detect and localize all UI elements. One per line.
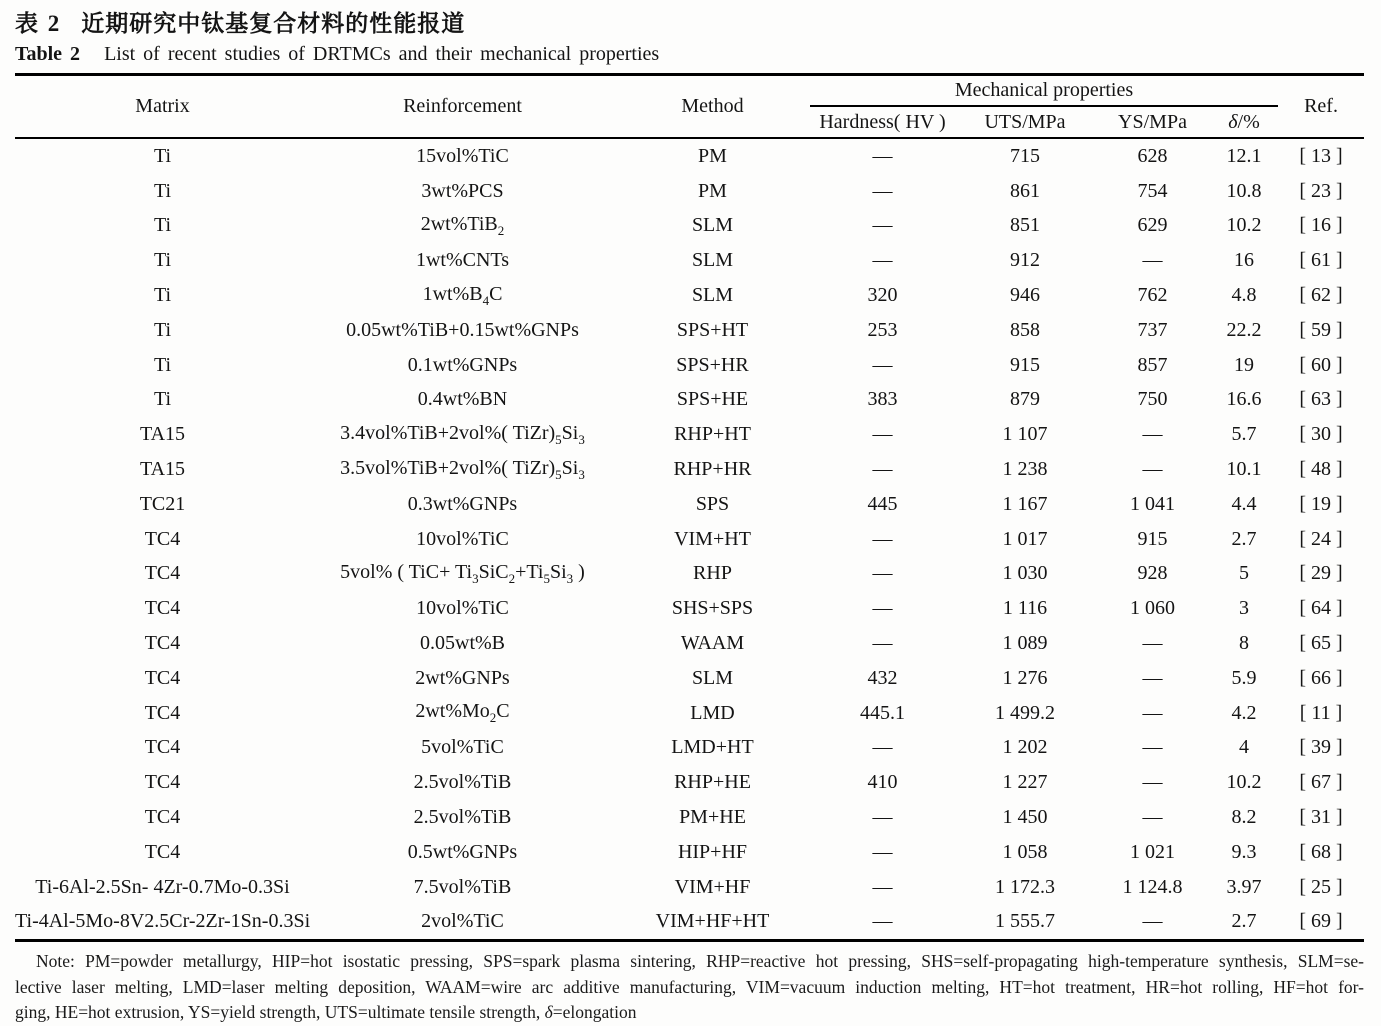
reinforcement-cell: 2.5vol%TiB [413, 806, 512, 829]
method-cell: LMD+HT [671, 736, 754, 759]
matrix-cell: TC4 [144, 666, 181, 689]
uts-cell: 1 089 [1002, 632, 1048, 655]
method-cell: SPS [695, 492, 730, 515]
hardness-cell: — [872, 144, 893, 167]
table-row [15, 209, 1364, 244]
method-cell: WAAM [680, 632, 745, 655]
method-cell: SPS+HE [676, 388, 749, 411]
table-row [15, 174, 1364, 209]
method-cell: RHP+HE [674, 771, 751, 794]
table-number-zh: 表 2 [15, 11, 62, 36]
table-row [15, 138, 1364, 174]
matrix-cell: Ti [153, 214, 172, 237]
reinforcement-cell: $1wt\%B_4C$ [422, 282, 503, 308]
uts-cell: 946 [1010, 284, 1040, 307]
table-title-en [15, 40, 1364, 69]
matrix-cell: TC4 [144, 597, 181, 620]
uts-cell: 1 058 [1002, 840, 1048, 863]
ys-cell: 737 [1137, 318, 1168, 341]
matrix-cell: Ti [153, 284, 172, 307]
uts-cell: 1 107 [1002, 423, 1048, 446]
table-row [15, 417, 1364, 452]
matrix-cell: TC4 [144, 632, 181, 655]
elongation-cell: 8 [1239, 632, 1249, 655]
hardness-cell: 320 [867, 284, 898, 307]
ref-cell: [ 68 ] [1299, 840, 1343, 863]
ref-cell: [ 13 ] [1299, 144, 1343, 167]
table-row [15, 348, 1364, 383]
uts-cell: 1 202 [1002, 736, 1048, 759]
method-cell: SLM [691, 249, 734, 272]
table-row [15, 835, 1364, 870]
hardness-cell: — [872, 562, 893, 585]
hardness-cell: 432 [867, 666, 898, 689]
table-row [15, 870, 1364, 905]
ref-cell: [ 19 ] [1299, 492, 1343, 515]
ref-cell: [ 67 ] [1299, 771, 1343, 794]
ref-cell: [ 60 ] [1299, 353, 1343, 376]
reinforcement-cell: 3.5vol%TiB+2vol%( $TiZr)_5Si_3$ [340, 456, 585, 482]
ys-cell: 1 021 [1130, 840, 1175, 863]
table-number-en: Table 2 [15, 43, 81, 65]
ref-cell: [ 16 ] [1299, 214, 1343, 237]
table-row [15, 278, 1364, 313]
table-row [15, 626, 1364, 661]
elongation-cell: 3 [1239, 597, 1249, 620]
elongation-cell: 10.8 [1226, 179, 1262, 202]
elongation-cell: 4 [1239, 736, 1249, 759]
table-row [15, 591, 1364, 626]
note-line-2: lective laser melting, LMD=laser melting deposition, WAAM=wire arc additive manufacturing, VIM=vacuum induction melting, HT=hot treatment, HR=hot rolling, HF=hot for- [15, 976, 1364, 997]
reinforcement-cell: 3wt%PCS [421, 179, 504, 202]
method-cell: PM [698, 144, 727, 167]
hardness-cell: — [872, 736, 893, 759]
matrix-cell: TC4 [144, 806, 181, 829]
elongation-cell: 10.2 [1226, 771, 1262, 794]
method-cell: RHP+HT [674, 423, 751, 446]
elongation-cell: 16 [1234, 249, 1254, 272]
header-row-groups [15, 75, 1364, 107]
col-header-matrix: Matrix [135, 95, 190, 117]
uts-cell: 1 238 [1002, 458, 1048, 481]
uts-cell: 1 499.2 [995, 701, 1055, 724]
matrix-cell: Ti [153, 249, 172, 272]
elongation-cell: 8.2 [1231, 806, 1257, 829]
ref-cell: [ 64 ] [1299, 597, 1343, 620]
ys-cell: — [1142, 423, 1163, 446]
method-cell: SHS+SPS [671, 597, 754, 620]
col-header-hardness: Hardness( HV ) [819, 110, 946, 133]
uts-cell: 1 227 [1002, 771, 1048, 794]
mechanical-properties-table [15, 73, 1364, 942]
ys-cell: — [1142, 249, 1163, 272]
reinforcement-cell: 0.4wt%BN [417, 388, 508, 411]
table-row [15, 522, 1364, 557]
hardness-cell: 410 [867, 771, 898, 794]
table-title-zh [15, 7, 1364, 40]
matrix-cell: Ti-4Al-5Mo-8V2.5Cr-2Zr-1Sn-0.3Si [15, 910, 311, 933]
elongation-cell: 2.7 [1231, 910, 1257, 933]
reinforcement-cell: 10vol%TiC [416, 597, 509, 620]
ref-cell: [ 65 ] [1299, 632, 1343, 655]
ys-cell: — [1142, 701, 1163, 724]
method-cell: VIM+HT [674, 527, 751, 550]
matrix-cell: Ti [153, 144, 172, 167]
ys-cell: — [1142, 910, 1163, 933]
uts-cell: 912 [1010, 249, 1040, 272]
ys-cell: 762 [1137, 284, 1168, 307]
reinforcement-cell: 3.4vol%TiB+2vol%( $TiZr)_5Si_3$ [340, 421, 585, 447]
reinforcement-cell: 2wt%TiB$_2$ [420, 212, 505, 238]
elongation-cell: 2.7 [1231, 527, 1257, 550]
elongation-cell: 4.8 [1231, 284, 1257, 307]
uts-cell: 1 030 [1002, 562, 1048, 585]
note-line-3: ging, HE=hot extrusion, YS=yield strength, UTS=ultimate tensile strength, δ=elongation [15, 1002, 637, 1023]
method-cell: RHP+HR [673, 458, 752, 481]
matrix-cell: TC4 [144, 771, 181, 794]
reinforcement-cell: 2wt%GNPs [415, 666, 510, 689]
hardness-cell: — [872, 214, 893, 237]
hardness-cell: — [872, 597, 893, 620]
ys-cell: — [1142, 458, 1163, 481]
reinforcement-cell: 5vol%TiC [421, 736, 504, 759]
col-header-reinforcement: Reinforcement [403, 95, 522, 117]
reinforcement-cell: 2.5vol%TiB [413, 771, 512, 794]
table-row [15, 661, 1364, 696]
elongation-cell: 5.7 [1231, 423, 1257, 446]
matrix-cell: TC4 [144, 840, 181, 863]
table-header [15, 75, 1364, 139]
ys-cell: 1 041 [1130, 492, 1175, 515]
table-row [15, 383, 1364, 418]
reinforcement-cell: 0.3wt%GNPs [407, 492, 518, 515]
reinforcement-cell: 0.5wt%GNPs [407, 840, 518, 863]
hardness-cell: 445 [867, 492, 898, 515]
uts-cell: 1 555.7 [995, 910, 1055, 933]
method-cell: SLM [691, 666, 734, 689]
method-cell: SLM [691, 214, 734, 237]
table-note [15, 949, 1364, 1026]
uts-cell: 1 172.3 [995, 875, 1055, 898]
reinforcement-cell: 1wt%CNTs [415, 249, 510, 272]
elongation-cell: 4.2 [1231, 701, 1257, 724]
uts-cell: 1 450 [1002, 806, 1048, 829]
ys-cell: — [1142, 666, 1163, 689]
matrix-cell: TA15 [139, 458, 186, 481]
hardness-cell: 445.1 [860, 701, 905, 724]
uts-cell: 1 116 [1002, 597, 1048, 620]
method-cell: PM+HE [679, 806, 746, 829]
col-header-uts: UTS/MPa [984, 110, 1066, 133]
elongation-cell: 3.97 [1226, 875, 1262, 898]
elongation-cell: 12.1 [1226, 144, 1262, 167]
ys-cell: 928 [1137, 562, 1168, 585]
reinforcement-cell: 0.1wt%GNPs [407, 353, 518, 376]
matrix-cell: TC4 [144, 562, 181, 585]
ref-cell: [ 24 ] [1299, 527, 1343, 550]
ys-cell: 1 124.8 [1122, 875, 1183, 898]
ref-cell: [ 23 ] [1299, 179, 1343, 202]
method-cell: PM [698, 179, 727, 202]
ref-cell: [ 29 ] [1299, 562, 1343, 585]
matrix-cell: TC4 [144, 736, 181, 759]
elongation-cell: 19 [1234, 353, 1254, 376]
col-header-ref: Ref. [1304, 95, 1338, 117]
ref-cell: [ 61 ] [1299, 249, 1343, 272]
ref-cell: [ 48 ] [1299, 458, 1343, 481]
table-row [15, 905, 1364, 941]
uts-cell: 915 [1010, 353, 1040, 376]
ref-cell: [ 59 ] [1299, 318, 1343, 341]
matrix-cell: Ti [153, 353, 172, 376]
ys-cell: 750 [1137, 388, 1168, 411]
matrix-cell: TC21 [139, 492, 186, 515]
ys-cell: — [1142, 806, 1163, 829]
table-title-zh-text: 近期研究中钛基复合材料的性能报道 [81, 11, 466, 36]
matrix-cell: TC4 [144, 527, 181, 550]
elongation-cell: 9.3 [1231, 840, 1257, 863]
hardness-cell: — [872, 527, 893, 550]
table-body [15, 138, 1364, 941]
uts-cell: 861 [1010, 179, 1040, 202]
hardness-cell: — [872, 875, 893, 898]
ref-cell: [ 63 ] [1299, 388, 1343, 411]
ys-cell: 915 [1137, 527, 1168, 550]
table-row [15, 557, 1364, 592]
col-header-elongation: δ/% [1228, 110, 1260, 133]
ref-cell: [ 25 ] [1299, 875, 1343, 898]
matrix-cell: Ti [153, 179, 172, 202]
ys-cell: 857 [1137, 353, 1168, 376]
uts-cell: 1 276 [1002, 666, 1048, 689]
reinforcement-cell: 5vol% ( $TiC+ Ti_3SiC_2+Ti_5Si_3$ ) [340, 560, 585, 586]
ref-cell: [ 30 ] [1299, 423, 1343, 446]
reinforcement-cell: 15vol%TiC [416, 144, 509, 167]
uts-cell: 1 167 [1002, 492, 1048, 515]
matrix-cell: TA15 [139, 423, 186, 446]
elongation-cell: 10.1 [1226, 458, 1262, 481]
elongation-cell: 16.6 [1226, 388, 1262, 411]
ys-cell: 1 060 [1130, 597, 1175, 620]
method-cell: SPS+HT [676, 318, 749, 341]
table-row [15, 452, 1364, 487]
table-row [15, 487, 1364, 522]
reinforcement-cell: 2vol%TiC [421, 910, 504, 933]
table-title-en-text: List of recent studies of DRTMCs and their mechanical properties [104, 43, 660, 65]
table-row [15, 765, 1364, 800]
table-row [15, 313, 1364, 348]
hardness-cell: — [872, 249, 893, 272]
elongation-cell: 22.2 [1226, 318, 1262, 341]
method-cell: SLM [691, 284, 734, 307]
hardness-cell: — [872, 632, 893, 655]
hardness-cell: 253 [867, 318, 898, 341]
table-row [15, 243, 1364, 278]
hardness-cell: — [872, 179, 893, 202]
uts-cell: 1 017 [1002, 527, 1048, 550]
col-header-ys: YS/MPa [1118, 110, 1187, 133]
ref-cell: [ 66 ] [1299, 666, 1343, 689]
uts-cell: 858 [1010, 318, 1040, 341]
elongation-cell: 5.9 [1231, 666, 1257, 689]
method-cell: SPS+HR [676, 353, 749, 376]
matrix-cell: TC4 [144, 701, 181, 724]
col-header-method: Method [681, 95, 744, 117]
reinforcement-cell: 10vol%TiC [416, 527, 509, 550]
matrix-cell: Ti [153, 318, 172, 341]
note-line-1: Note: PM=powder metallurgy, HIP=hot isostatic pressing, SPS=spark plasma sintering, RHP=reactive hot pressing, SHS=self-propagating high-temperature synthesis, SLM=se- [36, 951, 1364, 972]
reinforcement-cell: 0.05wt%B [420, 632, 505, 655]
ys-cell: — [1142, 632, 1163, 655]
ref-cell: [ 31 ] [1299, 806, 1343, 829]
method-cell: VIM+HF+HT [655, 910, 770, 933]
table-row [15, 800, 1364, 835]
method-cell: VIM+HF [674, 875, 751, 898]
ys-cell: 754 [1137, 179, 1168, 202]
reinforcement-cell: $2wt\%Mo_2C$ [415, 700, 510, 726]
reinforcement-cell: 0.05wt%TiB+0.15wt%GNPs [346, 318, 579, 341]
hardness-cell: — [872, 910, 893, 933]
ref-cell: [ 39 ] [1299, 736, 1343, 759]
elongation-cell: 4.4 [1231, 492, 1257, 515]
uts-cell: 879 [1010, 388, 1040, 411]
table-row [15, 731, 1364, 766]
elongation-cell: 10.2 [1226, 214, 1262, 237]
hardness-cell: — [872, 806, 893, 829]
ys-cell: — [1142, 736, 1163, 759]
matrix-cell: Ti [153, 388, 172, 411]
reinforcement-cell: 7.5vol%TiB [413, 875, 512, 898]
ys-cell: 628 [1137, 144, 1168, 167]
hardness-cell: — [872, 458, 893, 481]
uts-cell: 851 [1010, 214, 1040, 237]
ys-cell: 629 [1137, 214, 1168, 237]
method-cell: RHP [693, 562, 732, 585]
hardness-cell: — [872, 353, 893, 376]
ref-cell: [ 11 ] [1299, 701, 1343, 724]
elongation-cell: 5 [1239, 562, 1249, 585]
method-cell: LMD [690, 701, 735, 724]
method-cell: HIP+HF [677, 840, 748, 863]
matrix-cell: Ti-6Al-2.5Sn- 4Zr-0.7Mo-0.3Si [35, 875, 290, 898]
hardness-cell: — [872, 840, 893, 863]
table-row [15, 696, 1364, 731]
uts-cell: 715 [1010, 144, 1040, 167]
ys-cell: — [1142, 771, 1163, 794]
ref-cell: [ 69 ] [1299, 910, 1343, 933]
hardness-cell: — [872, 423, 893, 446]
ref-cell: [ 62 ] [1299, 284, 1343, 307]
col-header-mechanical-properties: Mechanical properties [810, 75, 1278, 107]
hardness-cell: 383 [867, 388, 898, 411]
